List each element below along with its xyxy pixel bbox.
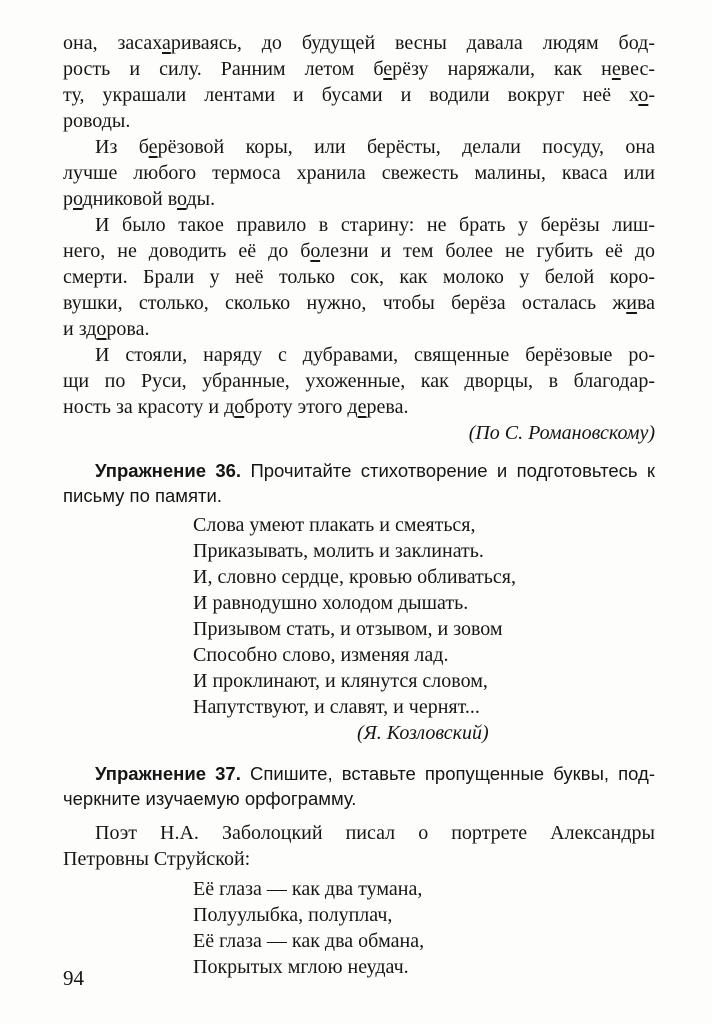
poem-line: Слова умеют плакать и смеяться, bbox=[193, 514, 476, 536]
poem-line: Способно слово, изменяя лад. bbox=[193, 644, 449, 666]
text-line: ность за красоту и доброту этого дерева. bbox=[63, 396, 409, 418]
exercise-36-task-line-2: письму по памяти. bbox=[63, 485, 222, 506]
poem-kozlovsky bbox=[193, 512, 655, 720]
text-line: него, не доводить её до болезни и тем более не губить её до bbox=[63, 240, 655, 262]
text-line: Из берёзовой коры, или берёсты, делали посуду, она bbox=[95, 136, 655, 158]
text-line: И было такое правило в старину: не брать у берёзы лиш- bbox=[95, 214, 655, 236]
exercise-37-label: Упражнение 37. bbox=[95, 763, 241, 784]
poem-line: Её глаза — как два обмана, bbox=[193, 930, 425, 952]
poem-line: Полуулыбка, полуплач, bbox=[193, 904, 393, 926]
prose-paragraph-1 bbox=[63, 30, 655, 134]
text-line: Поэт Н.А. Заболоцкий писал о портрете Александры bbox=[95, 822, 655, 844]
exercise-37-task-line-1 bbox=[63, 761, 655, 786]
text-line: и здорова. bbox=[63, 318, 150, 340]
text-line: рость и силу. Ранним летом берёзу наряжали, как невес- bbox=[63, 58, 655, 80]
poem-line: Призывом стать, и отзывом, и зовом bbox=[193, 618, 503, 640]
text-line: вушки, столько, сколько нужно, чтобы берёза осталась жива bbox=[63, 292, 655, 314]
text-line: смерти. Брали у неё только сок, как молоко у белой коро- bbox=[63, 266, 655, 288]
exercise-37-task: Спишите, вставьте пропущенные буквы, под- bbox=[250, 763, 656, 784]
text-line: роводы. bbox=[63, 110, 131, 132]
poem-line: Покрытых мглою неудач. bbox=[193, 956, 409, 978]
exercise-36-label: Упражнение 36. bbox=[95, 460, 242, 481]
text-line: она, засахариваясь, до будущей весны давала людям бод- bbox=[63, 32, 655, 54]
poem-line: Её глаза — как два тумана, bbox=[193, 878, 423, 900]
prose-paragraph-4 bbox=[63, 342, 655, 420]
text-line: ту, украшали лентами и бусами и водили вокруг неё хо- bbox=[63, 84, 655, 106]
poem-line: И проклинают, и клянутся словом, bbox=[193, 670, 488, 692]
prose-paragraph-2 bbox=[63, 134, 655, 212]
page-number: 94 bbox=[63, 966, 84, 990]
text-line: лучше любого термоса хранила свежесть малины, кваса или bbox=[63, 162, 655, 184]
poem-line: И, словно сердце, кровью обливаться, bbox=[193, 566, 516, 588]
exercise-36-header bbox=[63, 458, 655, 508]
poem-line: Напутствуют, и славят, и чернят... bbox=[193, 696, 480, 718]
poem-line: И равнодушно холодом дышать. bbox=[193, 592, 469, 614]
poem-zabolotsky-quote bbox=[193, 876, 655, 980]
prose-paragraph-3 bbox=[63, 212, 655, 342]
exercise-37-intro bbox=[63, 820, 655, 872]
exercise-37-task-line-2: черкните изучаемую орфограмму. bbox=[63, 788, 357, 809]
exercise-36-task-line-1 bbox=[63, 458, 655, 483]
exercise-36-task: Прочитайте стихотворение и подготовьтесь к bbox=[250, 460, 656, 481]
text-line: щи по Руси, убранные, ухоженные, как дворцы, в благодар- bbox=[63, 370, 655, 392]
attribution-romanovsky: (По С. Романовскому) bbox=[468, 422, 655, 444]
attribution-kozlovsky: (Я. Козловский) bbox=[357, 722, 489, 744]
text-line: Петровны Струйской: bbox=[63, 848, 251, 870]
exercise-37-header bbox=[63, 761, 655, 811]
text-line: родниковой воды. bbox=[63, 188, 216, 210]
text-line: И стояли, наряду с дубравами, священные берёзовые ро- bbox=[95, 344, 655, 366]
poem-line: Приказывать, молить и заклинать. bbox=[193, 540, 484, 562]
